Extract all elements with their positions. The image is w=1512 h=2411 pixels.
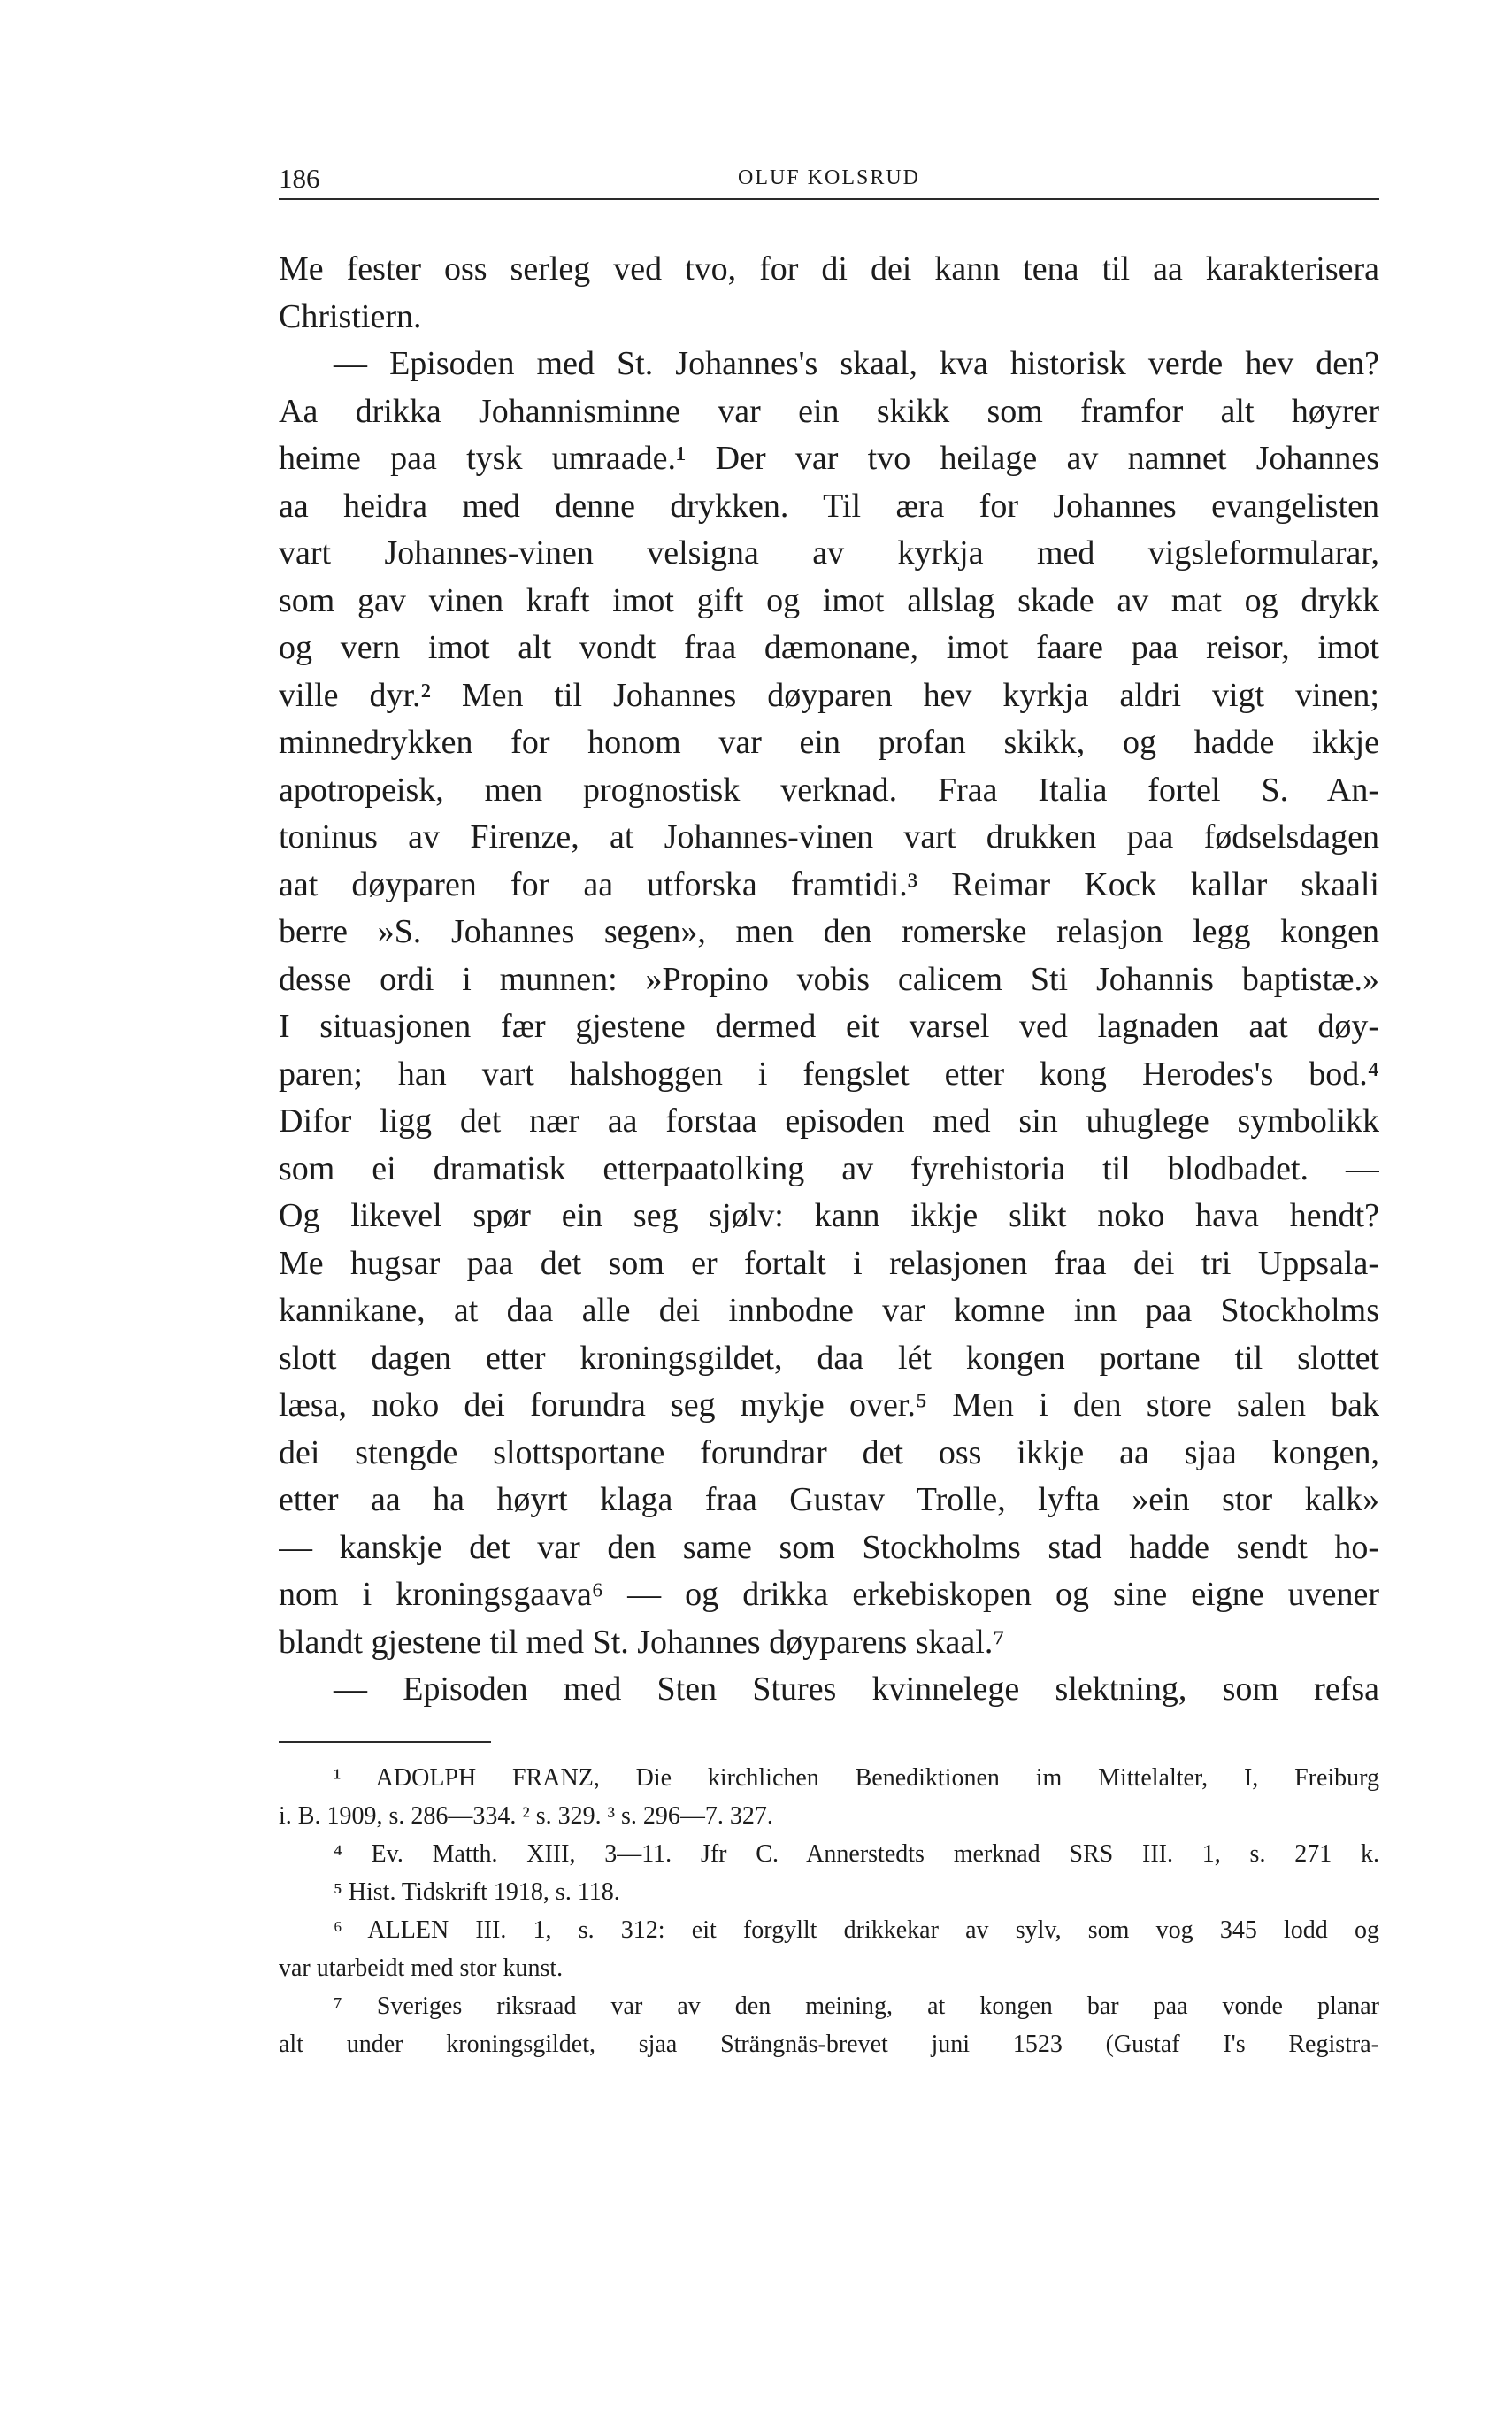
footnote-line: ⁷ Sveriges riksraad var av den meining, at kongen bar paa vonde planar [334, 1993, 1379, 2020]
body-line: — kanskje det var den same som Stockholms stad hadde sendt ho- [279, 1528, 1379, 1566]
body-line: heime paa tysk umraade.¹ Der var tvo heilage av namnet Johannes [279, 440, 1379, 477]
body-line: dei stengde slottsportane forundrar det oss ikkje aa sjaa kongen, [279, 1433, 1379, 1471]
body-line: og vern imot alt vondt fraa dæmonane, imot faare paa reisor, imot [279, 629, 1379, 666]
body-line: læsa, noko dei forundra seg mykje over.⁵ Men i den store salen bak [279, 1386, 1379, 1424]
body-line: desse ordi i munnen: »Propino vobis calicem Sti Johannis baptistæ.» [279, 960, 1379, 998]
footnote-line: ¹ ADOLPH FRANZ, Die kirchlichen Benediktionen im Mittelalter, I, Freiburg [334, 1764, 1379, 1792]
body-line: I situasjonen fær gjestene dermed eit varsel ved lagnaden aat døy- [279, 1008, 1379, 1045]
body-line: Christiern. [279, 297, 422, 335]
body-line: toninus av Firenze, at Johannes-vinen vart drukken paa fødselsdagen [279, 818, 1379, 856]
footnote-line: var utarbeidt med stor kunst. [279, 1954, 564, 1982]
body-line: aat døyparen for aa utforska framtidi.³ Reimar Kock kallar skaali [279, 865, 1379, 903]
body-line: nom i kroningsgaava⁶ — og drikka erkebiskopen og sine eigne uvener [279, 1576, 1379, 1613]
footnote-line: i. B. 1909, s. 286—334. ² s. 329. ³ s. 296—7. 327. [279, 1802, 773, 1830]
body-line: Me fester oss serleg ved tvo, for di dei kann tena til aa karakterisera [279, 250, 1379, 288]
footnotes [279, 1741, 1379, 2063]
body-line: etter aa ha høyrt klaga fraa Gustav Trolle, lyfta »ein stor kalk» [279, 1481, 1379, 1518]
footnote-rule [279, 1741, 491, 1743]
body-line: minnedrykken for honom var ein profan skikk, og hadde ikkje [279, 724, 1379, 761]
body-line: — Episoden med St. Johannes's skaal, kva historisk verde hev den? [334, 345, 1379, 382]
body-text [279, 246, 1379, 1714]
body-line: — Episoden med Sten Stures kvinnelege slektning, som refsa [334, 1670, 1379, 1708]
body-line: berre »S. Johannes segen», men den romerske relasjon legg kongen [279, 913, 1379, 950]
body-line: apotropeisk, men prognostisk verknad. Fraa Italia fortel S. An- [279, 771, 1379, 809]
page-header [279, 152, 1379, 200]
body-line: aa heidra med denne drykken. Til æra for Johannes evangelisten [279, 487, 1379, 525]
body-line: som gav vinen kraft imot gift og imot allslag skade av mat og drykk [279, 581, 1379, 619]
footnote-line: ⁵ Hist. Tidskrift 1918, s. 118. [334, 1878, 620, 1906]
running-head: OLUF KOLSRUD [737, 166, 920, 189]
body-line: ville dyr.² Men til Johannes døyparen hev kyrkja aldri vigt vinen; [279, 676, 1379, 714]
body-line: Og likevel spør ein seg sjølv: kann ikkje slikt noko hava hendt? [279, 1197, 1379, 1234]
body-line: blandt gjestene til med St. Johannes døyparens skaal.⁷ [279, 1623, 1005, 1661]
page-number: 186 [279, 163, 320, 194]
body-line: Difor ligg det nær aa forstaa episoden med sin uhuglege symbolikk [279, 1102, 1379, 1140]
body-line: Me hugsar paa det som er fortalt i relasjonen fraa dei tri Uppsala- [279, 1244, 1379, 1282]
body-line: som ei dramatisk etterpaatolking av fyrehistoria til blodbadet. — [279, 1149, 1379, 1187]
body-line: paren; han vart halshoggen i fengslet etter kong Herodes's bod.⁴ [279, 1055, 1379, 1093]
body-line: slott dagen etter kroningsgildet, daa lét kongen portane til slottet [279, 1339, 1379, 1377]
body-line: Aa drikka Johannisminne var ein skikk som framfor alt høyrer [279, 392, 1379, 430]
body-line: kannikane, at daa alle dei innbodne var komne inn paa Stockholms [279, 1292, 1379, 1329]
body-line: vart Johannes-vinen velsigna av kyrkja med vigsleformularar, [279, 534, 1379, 572]
footnote-line: ⁴ Ev. Matth. XIII, 3—11. Jfr C. Annerstedts merknad SRS III. 1, s. 271 k. [334, 1840, 1379, 1868]
footnote-line: alt under kroningsgildet, sjaa Strängnäs-brevet juni 1523 (Gustaf I's Registra- [279, 2031, 1379, 2058]
footnote-line: ⁶ ALLEN III. 1, s. 312: eit forgyllt drikkekar av sylv, som vog 345 lodd og [334, 1916, 1379, 1944]
